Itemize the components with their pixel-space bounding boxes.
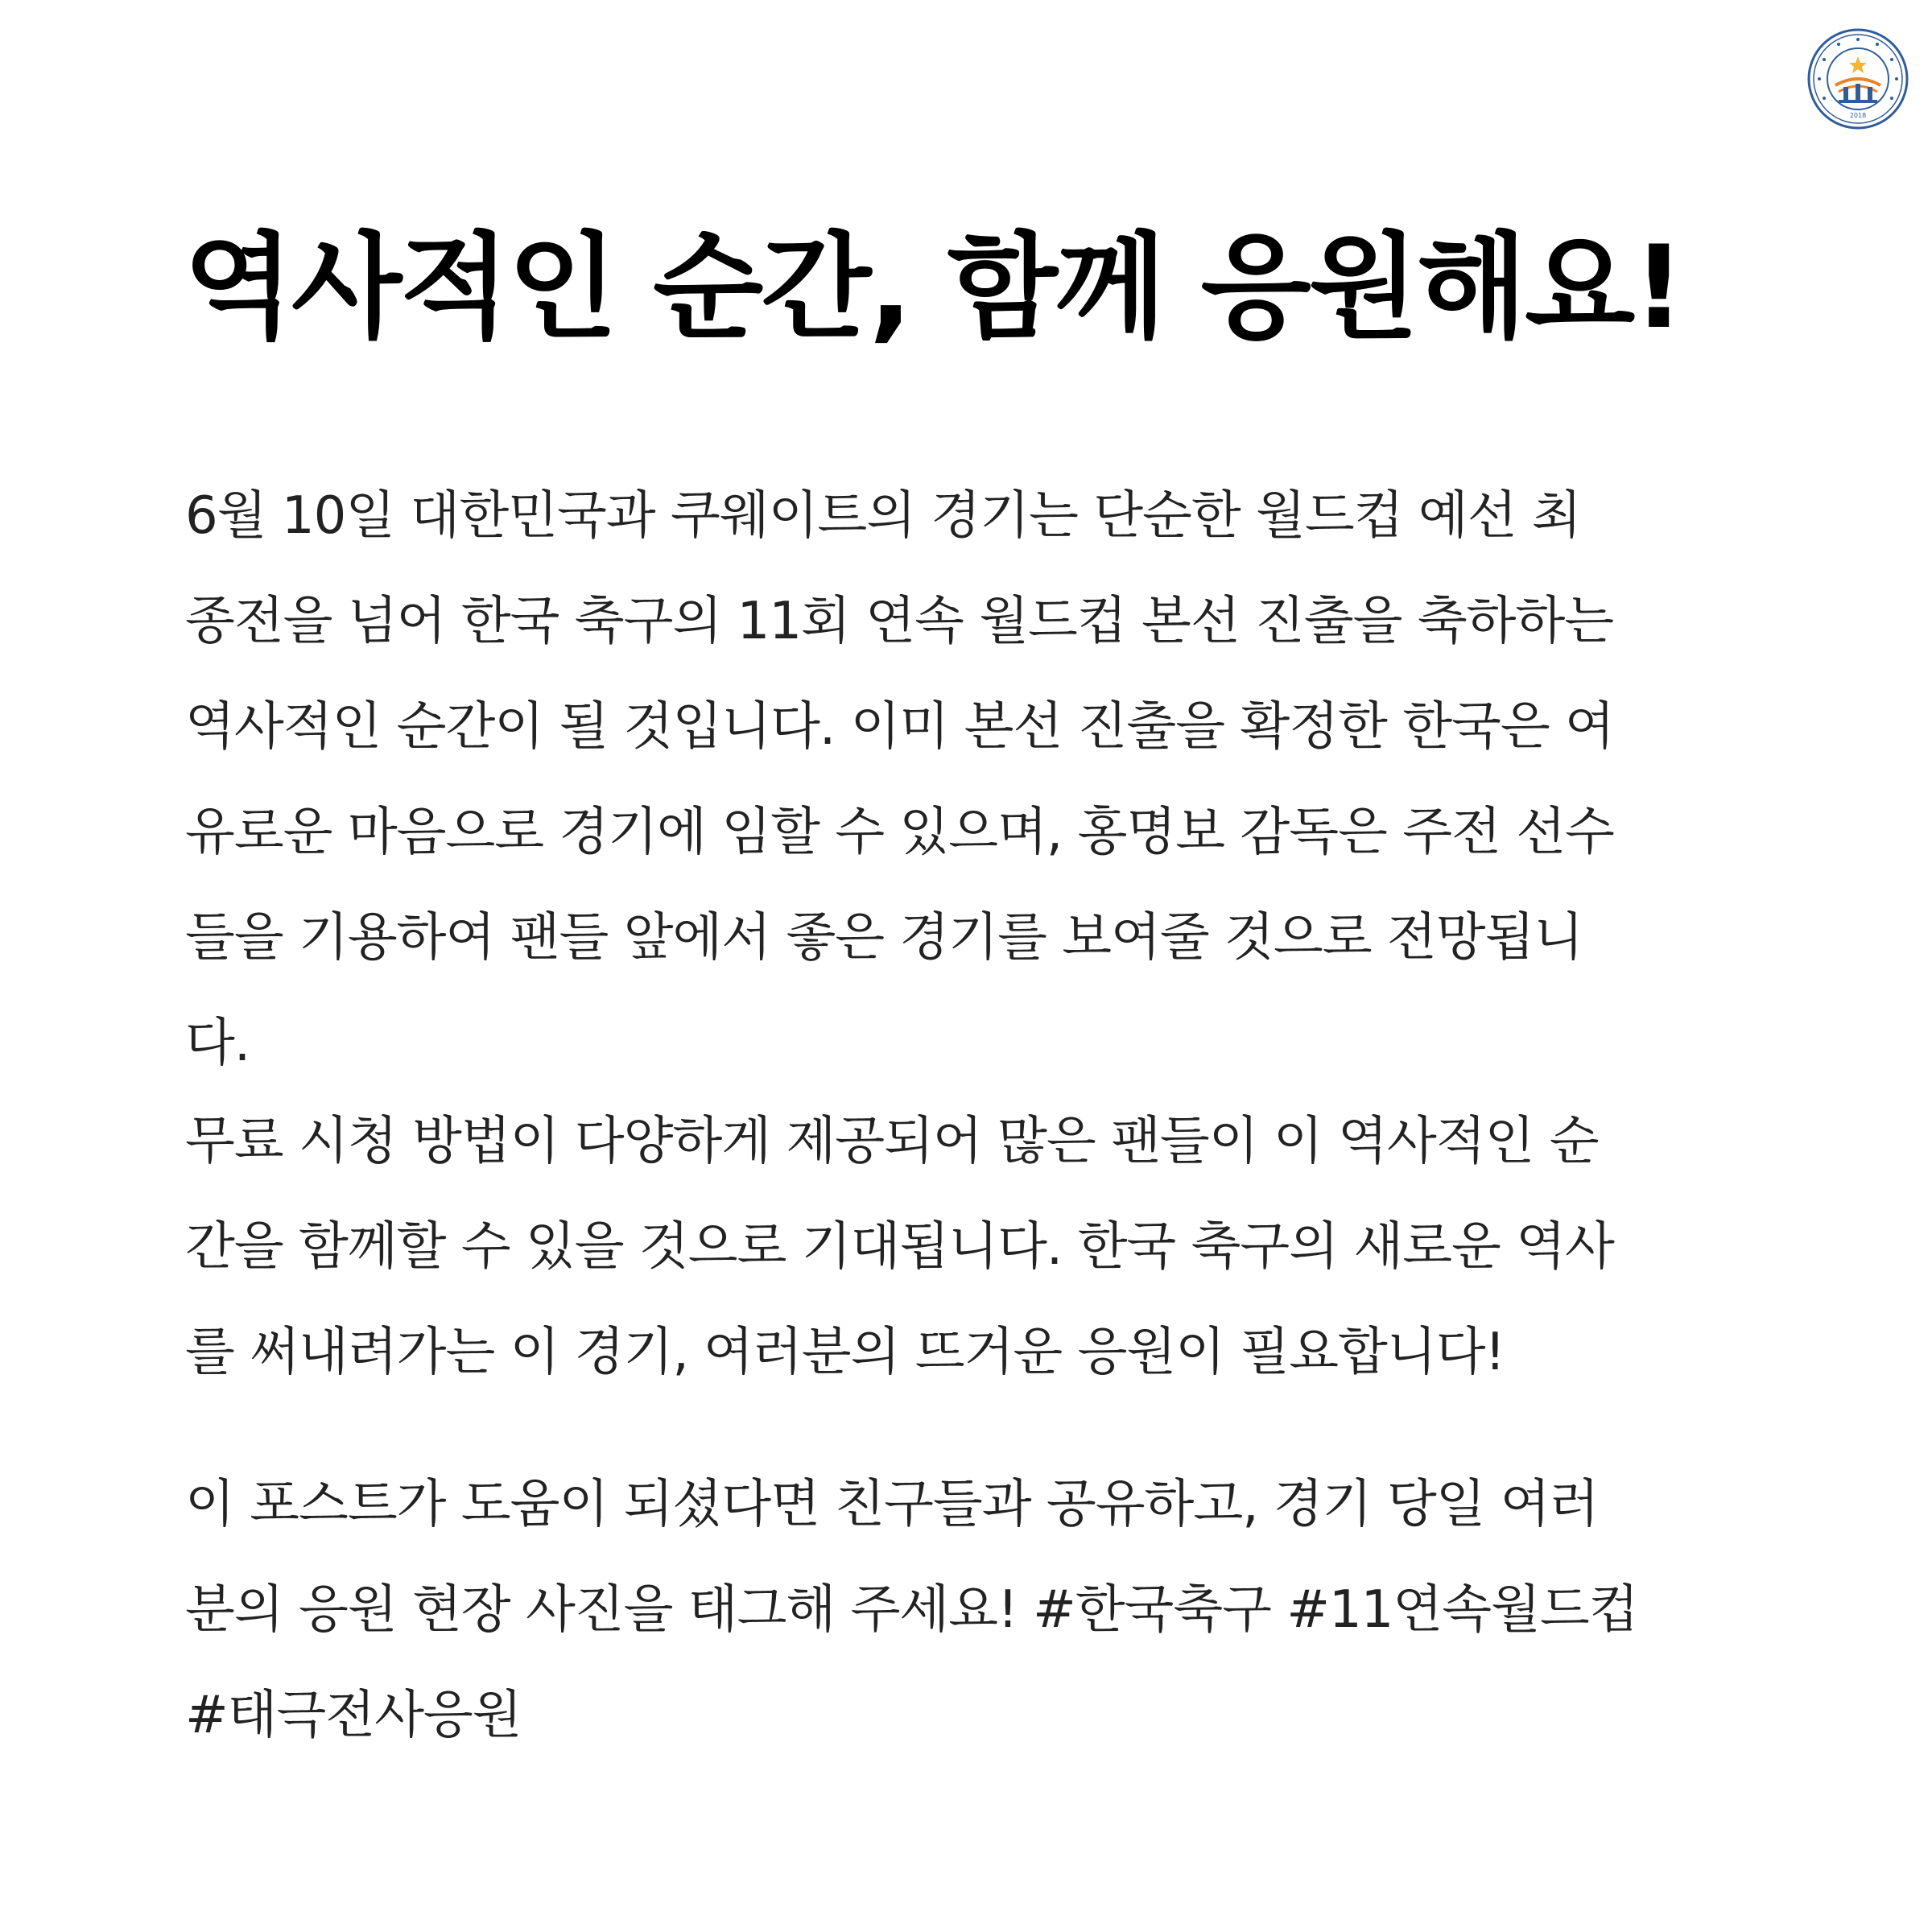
paragraph-line: 다. — [185, 1013, 250, 1073]
paragraph-share-call-to-action — [185, 1452, 1779, 1769]
paragraph-line: 종전을 넘어 한국 축구의 11회 연속 월드컵 본선 진출을 축하하는 — [185, 592, 1614, 651]
paragraph-line: 유로운 마음으로 경기에 임할 수 있으며, 홍명보 감독은 주전 선수 — [185, 803, 1614, 862]
paragraph-line: 역사적인 순간이 될 것입니다. 이미 본선 진출을 확정한 한국은 여 — [185, 697, 1614, 757]
paragraph-free-viewing — [185, 1089, 1779, 1406]
university-seal-icon — [1806, 27, 1909, 130]
paragraph-line: 분의 응원 현장 사진을 태그해 주세요! #한국축구 #11연속월드컵 — [185, 1580, 1638, 1640]
paragraph-line: 이 포스트가 도움이 되셨다면 친구들과 공유하고, 경기 당일 여러 — [185, 1475, 1599, 1534]
paragraph-line: 간을 함께할 수 있을 것으로 기대됩니다. 한국 축구의 새로운 역사 — [185, 1217, 1614, 1277]
seal-year: 2018 — [1849, 112, 1867, 119]
paragraph-line: 를 써내려가는 이 경기, 여러분의 뜨거운 응원이 필요합니다! — [185, 1323, 1505, 1382]
hashtag-line: #태극전사응원 — [185, 1686, 522, 1745]
page-title: 역사적인 순간, 함께 응원해요! — [184, 221, 1683, 354]
paragraph-match-preview — [185, 464, 1779, 1096]
paragraph-line: 6월 10일 대한민국과 쿠웨이트의 경기는 단순한 월드컵 예선 최 — [185, 486, 1581, 546]
paragraph-line: 들을 기용하여 팬들 앞에서 좋은 경기를 보여줄 것으로 전망됩니 — [185, 908, 1583, 968]
university-seal-logo — [1806, 27, 1909, 130]
paragraph-line: 무료 시청 방법이 다양하게 제공되어 많은 팬들이 이 역사적인 순 — [185, 1112, 1599, 1171]
